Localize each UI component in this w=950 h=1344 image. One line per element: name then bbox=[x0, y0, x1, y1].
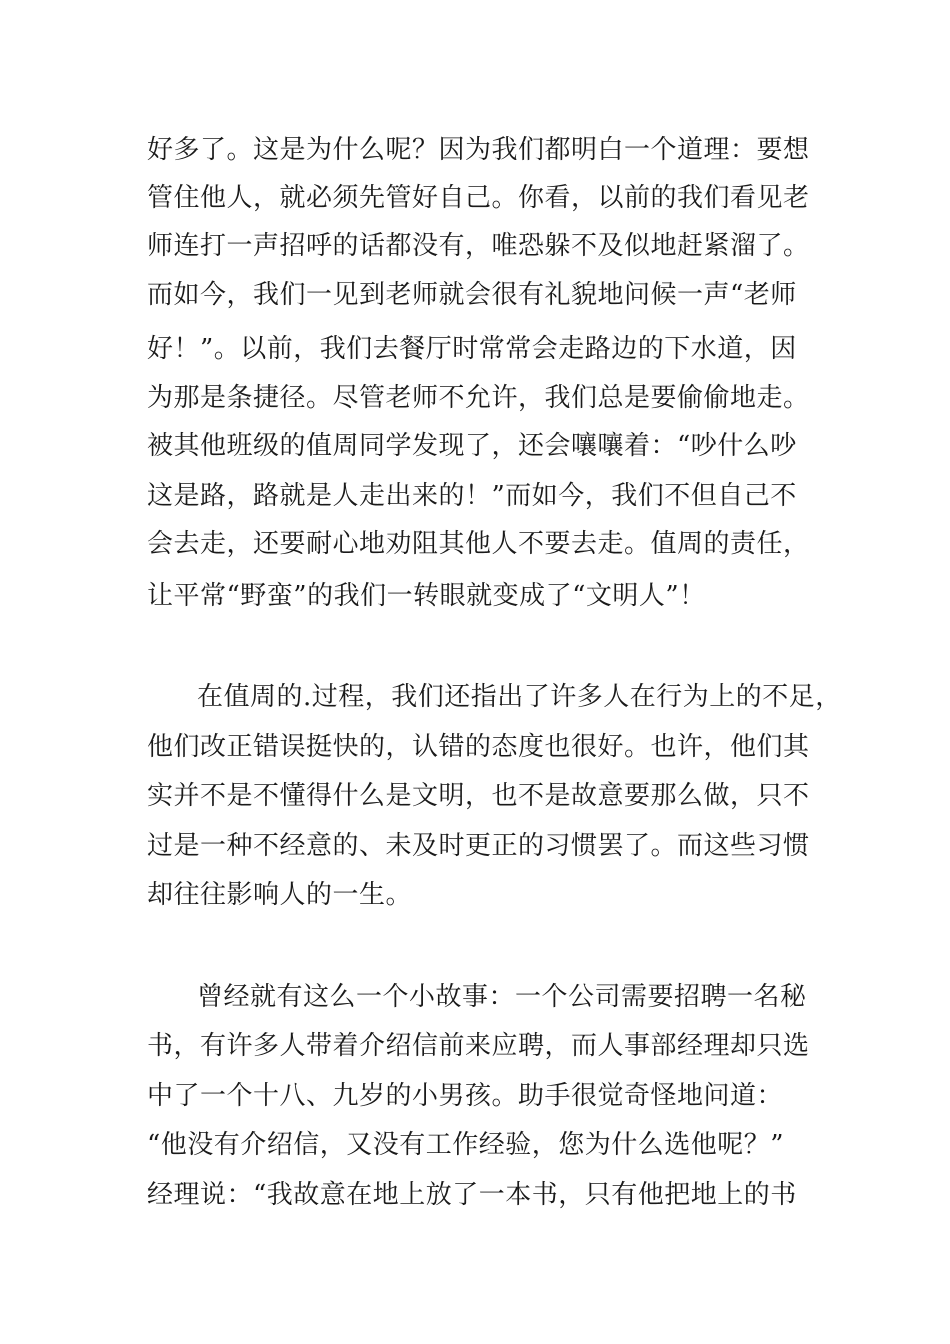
paragraph-2-line-1: 在值周的.过程，我们还指出了许多人在行为上的不足， bbox=[197, 682, 842, 712]
paragraph-2-line-4: 过是一种不经意的、未及时更正的习惯罢了。而这些习惯 bbox=[147, 831, 810, 861]
paragraph-2-line-2: 他们改正错误挺快的，认错的态度也很好。也许，他们其 bbox=[147, 732, 810, 762]
paragraph-3-line-2: 书，有许多人带着介绍信前来应聘，而人事部经理却只选 bbox=[147, 1031, 810, 1061]
paragraph-1-line-10: 让平常“野蛮”的我们一转眼就变成了“文明人”！ bbox=[147, 581, 706, 611]
paragraph-2-line-3: 实并不是不懂得什么是文明，也不是故意要那么做，只不 bbox=[147, 781, 810, 811]
paragraph-1-line-8: 这是路，路就是人走出来的！”而如今，我们不但自己不 bbox=[147, 481, 797, 511]
paragraph-3-line-5: 经理说：“我故意在地上放了一本书，只有他把地上的书 bbox=[147, 1180, 797, 1210]
paragraph-3-line-1: 曾经就有这么一个小故事：一个公司需要招聘一名秘 bbox=[197, 982, 807, 1012]
paragraph-3-line-4: “他没有介绍信，又没有工作经验，您为什么选他呢？” bbox=[147, 1130, 785, 1160]
paragraph-2-line-5: 却往往影响人的一生。 bbox=[147, 880, 413, 910]
paragraph-1-line-2: 管住他人，就必须先管好自己。你看，以前的我们看见老 bbox=[147, 183, 810, 213]
paragraph-1-line-9: 会去走，还要耐心地劝阻其他人不要去走。值周的责任， bbox=[147, 529, 810, 559]
paragraph-1-line-1: 好多了。这是为什么呢？因为我们都明白一个道理：要想 bbox=[147, 135, 810, 165]
paragraph-1-line-7: 被其他班级的值周同学发现了，还会嚷嚷着：“吵什么吵 bbox=[147, 431, 797, 461]
paragraph-1-line-3: 师连打一声招呼的话都没有，唯恐躲不及似地赶紧溜了。 bbox=[147, 231, 810, 261]
paragraph-1-line-4: 而如今，我们一见到老师就会很有礼貌地问候一声“老师 bbox=[147, 280, 797, 310]
paragraph-1-line-6: 为那是条捷径。尽管老师不允许，我们总是要偷偷地走。 bbox=[147, 383, 810, 413]
paragraph-3-line-3: 中了一个十八、九岁的小男孩。助手很觉奇怪地问道： bbox=[147, 1081, 784, 1111]
paragraph-1-line-5: 好！”。以前，我们去餐厅时常常会走路边的下水道，因 bbox=[147, 334, 797, 364]
